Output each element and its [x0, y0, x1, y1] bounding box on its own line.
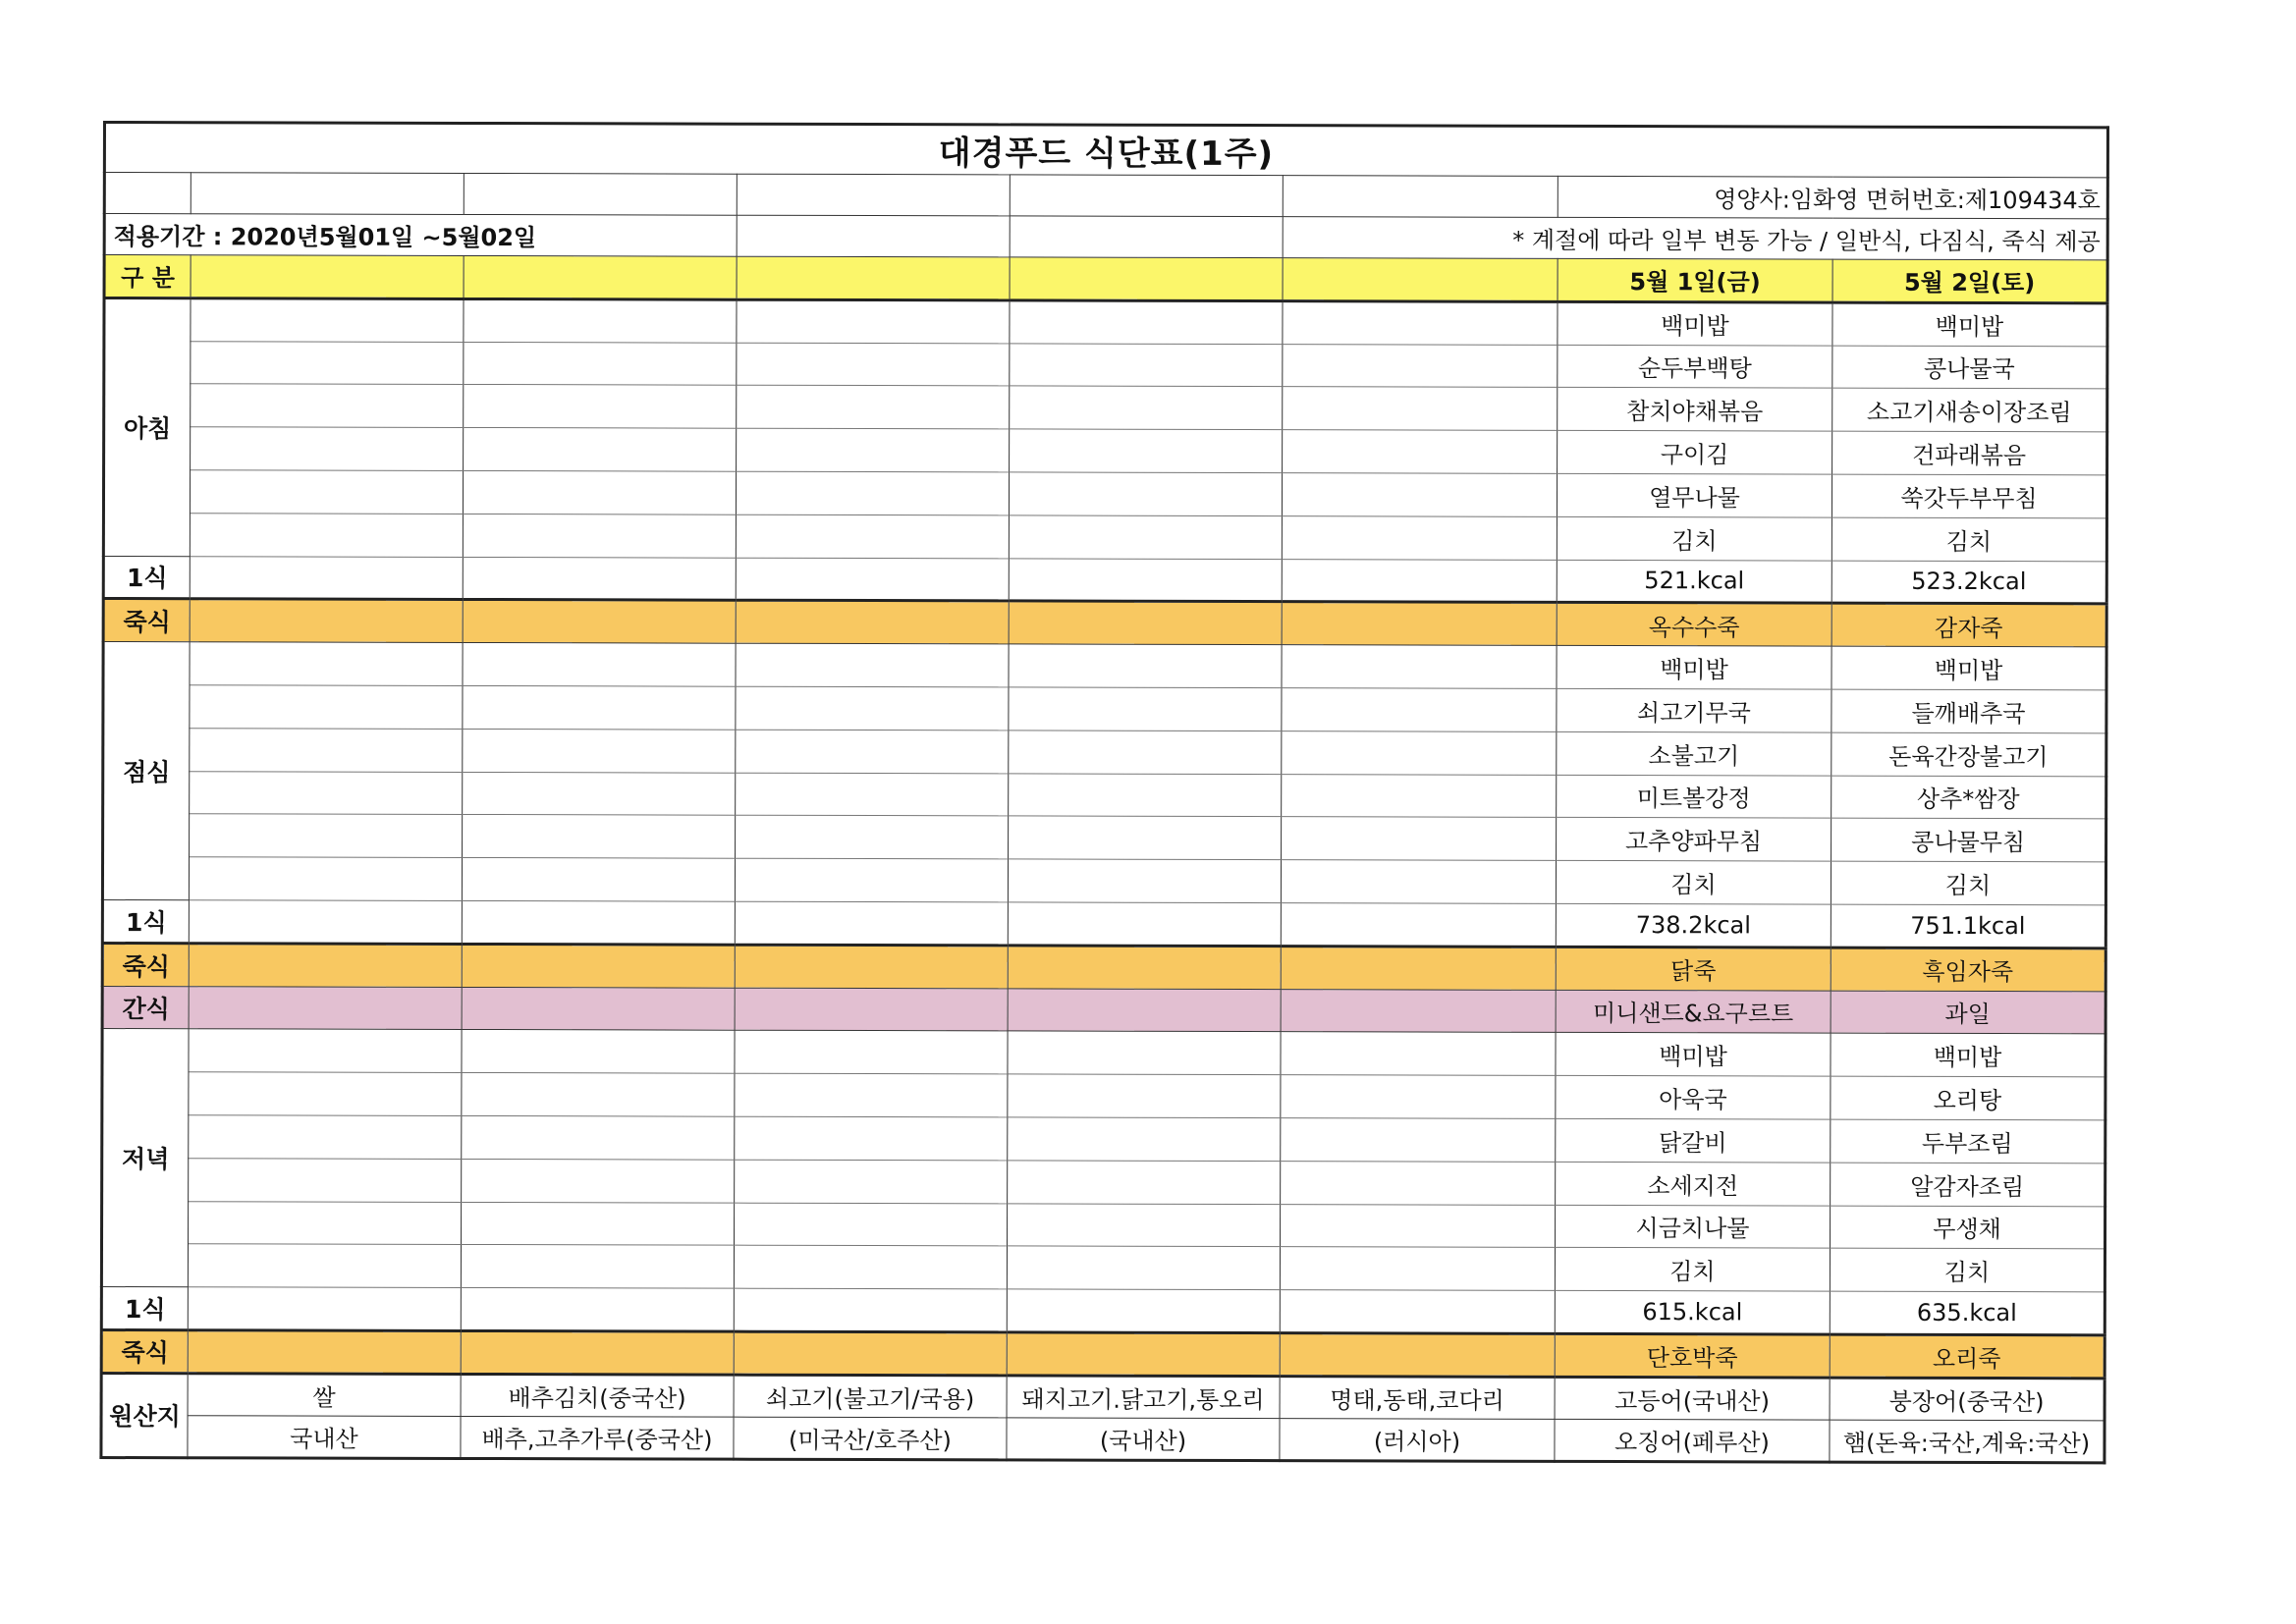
- dinner-kcal-day2: 635.kcal: [1830, 1291, 2105, 1335]
- breakfast-day1-item: 김치: [1557, 516, 1831, 561]
- empty-cell: [1009, 816, 1282, 860]
- breakfast-day1-item: 참치야채볶음: [1558, 388, 1832, 432]
- porridge-label: 죽식: [103, 599, 190, 642]
- table-row: [103, 469, 2106, 517]
- empty-cell: [737, 299, 1010, 344]
- empty-cell: [191, 298, 464, 343]
- empty-cell: [1007, 1246, 1280, 1290]
- header-day2: 5월 2일(토): [1832, 259, 2107, 303]
- empty-cell: [189, 900, 462, 945]
- dietitian-license: 영양사:임화영 면허번호:제109434호: [1558, 176, 2107, 218]
- empty-cell: [1282, 515, 1557, 560]
- empty-cell: [735, 901, 1008, 946]
- empty-cell: [737, 256, 1010, 300]
- dietitian-row: [104, 173, 2107, 219]
- empty-cell: [735, 1203, 1008, 1247]
- empty-cell: [736, 643, 1009, 687]
- breakfast-kcal-row: [103, 556, 2106, 604]
- table-row: [104, 384, 2107, 432]
- table-row: [102, 1029, 2105, 1077]
- empty-cell: [462, 1115, 735, 1160]
- origin-item: 햄(돈육:국산,계육:국산): [1830, 1420, 2105, 1463]
- breakfast-day2-item: 쑥갓두부무침: [1831, 474, 2106, 518]
- dinner-day1-item: 백미밥: [1556, 1033, 1831, 1077]
- table-row: [102, 1158, 2105, 1206]
- breakfast-porridge-row: [103, 599, 2106, 647]
- origin-item: 배추김치(중국산): [461, 1374, 734, 1417]
- empty-cell: [188, 1244, 461, 1288]
- empty-cell: [463, 600, 736, 644]
- origin-item: 국내산: [188, 1415, 461, 1458]
- empty-cell: [1007, 1332, 1280, 1377]
- empty-cell: [191, 173, 464, 215]
- empty-cell: [1008, 946, 1281, 990]
- empty-cell: [462, 1202, 735, 1246]
- empty-cell: [191, 255, 464, 299]
- empty-cell: [735, 1116, 1008, 1161]
- empty-cell: [462, 944, 735, 988]
- empty-cell: [736, 471, 1009, 515]
- dinner-day2-item: 두부조림: [1831, 1119, 2105, 1164]
- lunch-kcal-day2: 751.1kcal: [1831, 904, 2105, 948]
- snack-day2: 과일: [1831, 991, 2105, 1035]
- empty-cell: [463, 772, 736, 816]
- dinner-day2-item: 무생채: [1830, 1206, 2105, 1250]
- porridge-label: 죽식: [102, 943, 189, 986]
- period-label: 적용기간 : 2020년5월01일 ~5월02일: [104, 214, 737, 257]
- empty-cell: [189, 857, 462, 901]
- empty-cell: [461, 1245, 734, 1289]
- empty-cell: [1282, 774, 1557, 818]
- snack-row: [102, 986, 2105, 1034]
- empty-cell: [1282, 473, 1557, 517]
- empty-cell: [736, 686, 1009, 731]
- empty-cell: [735, 1031, 1008, 1075]
- empty-cell: [191, 341, 464, 385]
- empty-cell: [737, 215, 1010, 257]
- empty-cell: [1010, 175, 1283, 217]
- empty-cell: [1010, 257, 1283, 301]
- empty-cell: [737, 343, 1010, 387]
- empty-cell: [736, 601, 1009, 645]
- lunch-day2-item: 김치: [1831, 861, 2105, 905]
- lunch-day2-item: 들깨배추국: [1831, 689, 2106, 733]
- empty-cell: [464, 385, 737, 429]
- title-row: [104, 123, 2107, 178]
- dinner-day2-item: 김치: [1830, 1248, 2105, 1292]
- empty-cell: [735, 1160, 1008, 1204]
- empty-cell: [1281, 1204, 1556, 1248]
- empty-cell: [461, 1330, 734, 1375]
- empty-cell: [735, 945, 1008, 989]
- empty-cell: [737, 174, 1010, 216]
- empty-cell: [736, 514, 1009, 559]
- empty-cell: [1280, 1290, 1555, 1334]
- empty-cell: [736, 730, 1009, 774]
- empty-cell: [1281, 860, 1556, 904]
- empty-cell: [189, 1201, 462, 1245]
- empty-cell: [190, 514, 463, 558]
- empty-cell: [188, 1287, 461, 1331]
- empty-cell: [462, 1030, 735, 1074]
- per-meal-label: 1식: [101, 1287, 188, 1330]
- table-row: [102, 1072, 2105, 1120]
- empty-cell: [190, 642, 463, 686]
- lunch-day1-item: 백미밥: [1557, 646, 1831, 690]
- empty-cell: [1008, 1117, 1281, 1162]
- origin-item: 배추,고추가루(중국산): [461, 1416, 734, 1459]
- origin-label: 원산지: [101, 1373, 188, 1457]
- empty-cell: [1007, 1289, 1280, 1333]
- breakfast-kcal-day1: 521.kcal: [1557, 560, 1831, 604]
- breakfast-day1-item: 구이김: [1558, 431, 1832, 475]
- table-row: [103, 771, 2106, 819]
- origin-item: 쇠고기(불고기/국용): [734, 1375, 1007, 1418]
- empty-cell: [1283, 258, 1558, 302]
- empty-cell: [1280, 1247, 1555, 1291]
- empty-cell: [190, 685, 463, 730]
- dinner-day1-item: 아욱국: [1556, 1076, 1831, 1120]
- empty-cell: [736, 558, 1009, 602]
- empty-cell: [1283, 430, 1558, 474]
- per-meal-label: 1식: [102, 899, 189, 943]
- empty-cell: [190, 814, 463, 858]
- empty-cell: [188, 1330, 461, 1375]
- empty-cell: [1281, 903, 1556, 947]
- empty-cell: [190, 771, 463, 815]
- empty-cell: [1008, 988, 1281, 1032]
- table-row: [103, 728, 2106, 776]
- dinner-porridge-row: [101, 1329, 2105, 1378]
- dinner-label: 저녁: [101, 1029, 189, 1287]
- dinner-day1-item: 시금치나물: [1556, 1205, 1831, 1249]
- dinner-day2-item: 백미밥: [1831, 1033, 2105, 1077]
- empty-cell: [463, 729, 736, 773]
- empty-cell: [189, 1115, 462, 1160]
- origin-item: 오징어(페루산): [1555, 1419, 1830, 1462]
- menu-table: [99, 121, 2109, 1464]
- origin-item: 쌀: [188, 1373, 461, 1416]
- empty-cell: [1283, 176, 1558, 218]
- empty-cell: [191, 427, 464, 471]
- empty-cell: [1282, 817, 1557, 861]
- empty-cell: [734, 1246, 1007, 1290]
- breakfast-day1-item: 열무나물: [1557, 473, 1831, 517]
- lunch-kcal-row: [102, 899, 2105, 947]
- empty-cell: [736, 773, 1009, 817]
- empty-cell: [1281, 1161, 1556, 1205]
- empty-cell: [463, 685, 736, 730]
- empty-cell: [1281, 1075, 1556, 1119]
- table-row: [103, 513, 2106, 561]
- empty-cell: [1282, 602, 1557, 646]
- table-row: [101, 1244, 2105, 1292]
- empty-cell: [104, 173, 191, 214]
- empty-cell: [1280, 1333, 1555, 1378]
- empty-cell: [190, 728, 463, 772]
- empty-cell: [464, 428, 737, 472]
- page-title: 대경푸드 식단표(1주): [104, 123, 2107, 178]
- origin-item: 돼지고기.닭고기,통오리: [1007, 1376, 1280, 1419]
- empty-cell: [463, 470, 736, 514]
- porridge-label: 죽식: [101, 1329, 188, 1373]
- empty-cell: [464, 255, 737, 299]
- empty-cell: [191, 384, 464, 428]
- empty-cell: [464, 298, 737, 343]
- empty-cell: [1010, 429, 1283, 473]
- header-row: [104, 255, 2107, 303]
- empty-cell: [1010, 300, 1283, 345]
- dinner-porridge-day1: 단호박죽: [1555, 1333, 1830, 1378]
- lunch-day1-item: 미트볼강정: [1557, 775, 1831, 819]
- empty-cell: [735, 1073, 1008, 1117]
- lunch-day1-item: 소불고기: [1557, 731, 1831, 776]
- header-day1: 5월 1일(금): [1558, 258, 1832, 302]
- notice-text: * 계절에 따라 일부 변동 가능 / 일반식, 다짐식, 죽식 제공: [1283, 217, 2107, 260]
- breakfast-day2-item: 콩나물국: [1832, 346, 2107, 390]
- empty-cell: [461, 1288, 734, 1332]
- breakfast-day2-item: 소고기새송이장조림: [1832, 389, 2107, 433]
- breakfast-day2-item: 건파래볶음: [1832, 431, 2107, 475]
- empty-cell: [1008, 1161, 1281, 1205]
- table-row: [104, 298, 2107, 346]
- lunch-day2-item: 상추*쌈장: [1831, 776, 2106, 820]
- empty-cell: [1283, 300, 1558, 345]
- origin-item: 명태,동태,코다리: [1280, 1376, 1555, 1419]
- table-row: [103, 642, 2106, 690]
- per-meal-label: 1식: [103, 556, 190, 599]
- lunch-day1-item: 쇠고기무국: [1557, 688, 1831, 732]
- dinner-day1-item: 김치: [1555, 1248, 1830, 1292]
- lunch-kcal-day1: 738.2kcal: [1556, 903, 1831, 947]
- empty-cell: [462, 1159, 735, 1203]
- lunch-label: 점심: [102, 642, 190, 900]
- dinner-day1-item: 소세지전: [1556, 1162, 1831, 1206]
- breakfast-day1-item: 백미밥: [1558, 301, 1832, 346]
- empty-cell: [1282, 731, 1557, 775]
- lunch-porridge-day2: 흑임자죽: [1831, 947, 2105, 992]
- empty-cell: [1009, 731, 1282, 775]
- breakfast-label: 아침: [103, 298, 191, 556]
- lunch-day2-item: 백미밥: [1831, 646, 2106, 690]
- empty-cell: [1009, 644, 1282, 688]
- empty-cell: [737, 386, 1010, 430]
- empty-cell: [463, 815, 736, 859]
- empty-cell: [1009, 601, 1282, 645]
- empty-cell: [1009, 515, 1282, 560]
- lunch-day2-item: 돈육간장불고기: [1831, 732, 2106, 777]
- empty-cell: [462, 987, 735, 1031]
- empty-cell: [189, 1029, 462, 1073]
- empty-cell: [462, 900, 735, 945]
- dinner-day2-item: 알감자조림: [1831, 1163, 2105, 1207]
- empty-cell: [1009, 558, 1282, 602]
- table-row: [104, 427, 2107, 475]
- breakfast-day2-item: 김치: [1831, 517, 2106, 562]
- empty-cell: [1283, 344, 1558, 388]
- origin-item: 붕장어(중국산): [1830, 1378, 2105, 1421]
- origin-item: (러시아): [1280, 1418, 1555, 1461]
- empty-cell: [1281, 946, 1556, 990]
- empty-cell: [1008, 1074, 1281, 1118]
- empty-cell: [1009, 773, 1282, 817]
- table-row: [102, 857, 2105, 905]
- lunch-day2-item: 콩나물무침: [1831, 818, 2106, 862]
- empty-cell: [189, 1072, 462, 1116]
- empty-cell: [1009, 472, 1282, 516]
- origin-item: (국내산): [1007, 1418, 1280, 1461]
- table-row: [103, 814, 2106, 862]
- origin-row: [101, 1415, 2105, 1462]
- empty-cell: [735, 858, 1008, 902]
- empty-cell: [1008, 859, 1281, 903]
- origin-row: [101, 1373, 2105, 1420]
- empty-cell: [1281, 989, 1556, 1033]
- empty-cell: [464, 342, 737, 386]
- empty-cell: [1283, 387, 1558, 431]
- breakfast-porridge-day1: 옥수수죽: [1557, 603, 1831, 647]
- snack-label: 간식: [102, 986, 189, 1029]
- origin-item: (미국산/호주산): [734, 1417, 1007, 1460]
- breakfast-day1-item: 순두부백탕: [1558, 345, 1832, 389]
- breakfast-day2-item: 백미밥: [1832, 302, 2107, 347]
- empty-cell: [734, 1331, 1007, 1376]
- empty-cell: [734, 1288, 1007, 1332]
- empty-cell: [189, 943, 462, 987]
- dinner-day1-item: 닭갈비: [1556, 1118, 1831, 1163]
- breakfast-kcal-day2: 523.2kcal: [1831, 561, 2106, 605]
- snack-day1: 미니샌드&요구르트: [1556, 990, 1831, 1034]
- empty-cell: [464, 173, 737, 215]
- empty-cell: [1008, 1203, 1281, 1247]
- header-category: 구 분: [104, 255, 191, 298]
- empty-cell: [1010, 386, 1283, 430]
- table-row: [102, 1201, 2105, 1249]
- empty-cell: [1281, 1118, 1556, 1163]
- empty-cell: [1008, 902, 1281, 947]
- lunch-day1-item: 김치: [1556, 861, 1831, 905]
- empty-cell: [462, 858, 735, 902]
- dinner-kcal-row: [101, 1287, 2105, 1335]
- empty-cell: [1282, 645, 1557, 689]
- empty-cell: [1010, 344, 1283, 388]
- empty-cell: [189, 1158, 462, 1202]
- lunch-porridge-day1: 닭죽: [1556, 947, 1831, 991]
- empty-cell: [736, 816, 1009, 860]
- empty-cell: [462, 1073, 735, 1117]
- table-row: [104, 341, 2107, 389]
- empty-cell: [1009, 687, 1282, 731]
- empty-cell: [1008, 1031, 1281, 1075]
- table-row: [102, 1114, 2105, 1163]
- empty-cell: [190, 556, 463, 600]
- period-row: [104, 214, 2107, 260]
- empty-cell: [463, 643, 736, 687]
- empty-cell: [189, 986, 462, 1030]
- empty-cell: [1282, 559, 1557, 603]
- empty-cell: [463, 557, 736, 601]
- dinner-porridge-day2: 오리죽: [1830, 1334, 2105, 1379]
- table-row: [103, 684, 2106, 732]
- empty-cell: [735, 988, 1008, 1032]
- empty-cell: [1282, 688, 1557, 732]
- origin-item: 고등어(국내산): [1555, 1377, 1830, 1420]
- lunch-porridge-row: [102, 943, 2105, 991]
- empty-cell: [463, 514, 736, 558]
- dinner-day2-item: 오리탕: [1831, 1076, 2105, 1120]
- empty-cell: [737, 428, 1010, 472]
- breakfast-porridge-day2: 감자죽: [1831, 603, 2106, 647]
- empty-cell: [1010, 216, 1283, 258]
- dinner-kcal-day1: 615.kcal: [1555, 1290, 1830, 1334]
- empty-cell: [190, 599, 463, 643]
- empty-cell: [190, 470, 463, 514]
- lunch-day1-item: 고추양파무침: [1557, 818, 1831, 862]
- empty-cell: [1281, 1032, 1556, 1076]
